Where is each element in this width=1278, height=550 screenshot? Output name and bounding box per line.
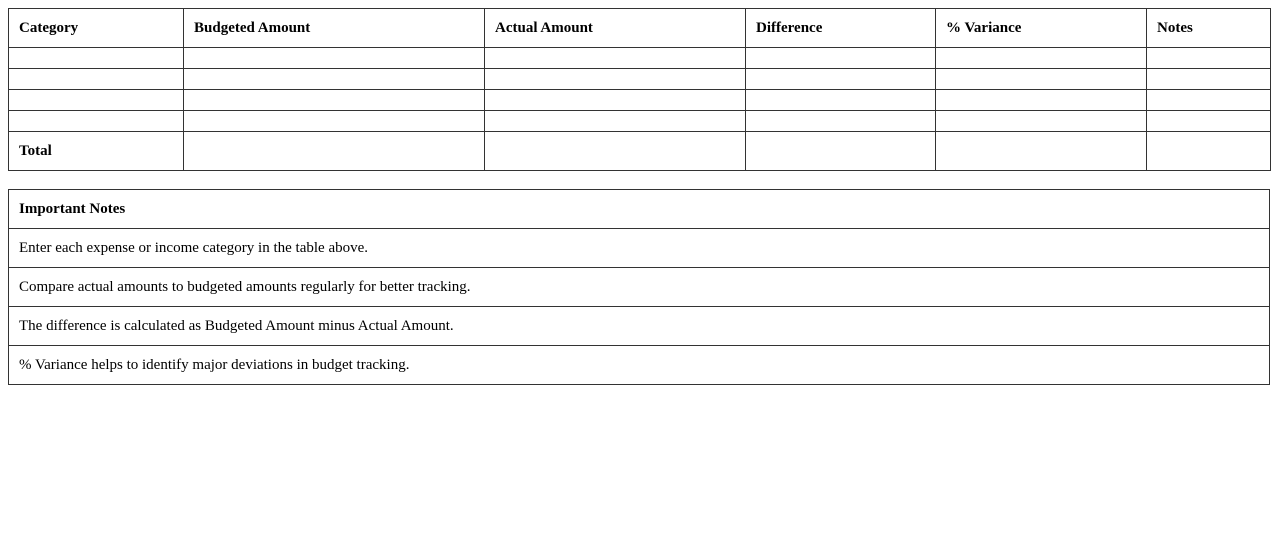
notes-title: Important Notes: [9, 190, 1270, 229]
cell-notes[interactable]: [1147, 48, 1271, 69]
cell-budgeted-amount[interactable]: [184, 69, 485, 90]
total-variance[interactable]: [936, 132, 1147, 171]
cell-notes[interactable]: [1147, 69, 1271, 90]
column-header-notes: Notes: [1147, 9, 1271, 48]
cell-variance[interactable]: [936, 69, 1147, 90]
note-row: [9, 229, 1270, 268]
table-row: [9, 69, 1271, 90]
cell-difference[interactable]: [746, 48, 936, 69]
cell-variance[interactable]: [936, 48, 1147, 69]
table-row: [9, 48, 1271, 69]
cell-budgeted-amount[interactable]: [184, 48, 485, 69]
column-header-variance: % Variance: [936, 9, 1147, 48]
cell-category[interactable]: [9, 90, 184, 111]
cell-variance[interactable]: [936, 90, 1147, 111]
total-actual-amount[interactable]: [485, 132, 746, 171]
note-text: The difference is calculated as Budgeted Amount minus Actual Amount.: [9, 307, 1270, 346]
total-budgeted-amount[interactable]: [184, 132, 485, 171]
cell-difference[interactable]: [746, 69, 936, 90]
table-row: [9, 90, 1271, 111]
column-header-category: Category: [9, 9, 184, 48]
note-text: Enter each expense or income category in the table above.: [9, 229, 1270, 268]
cell-actual-amount[interactable]: [485, 69, 746, 90]
column-header-actual-amount: Actual Amount: [485, 9, 746, 48]
cell-variance[interactable]: [936, 111, 1147, 132]
budget-table: [8, 8, 1271, 171]
total-row: [9, 132, 1271, 171]
cell-difference[interactable]: [746, 111, 936, 132]
cell-actual-amount[interactable]: [485, 48, 746, 69]
cell-difference[interactable]: [746, 90, 936, 111]
cell-actual-amount[interactable]: [485, 111, 746, 132]
cell-actual-amount[interactable]: [485, 90, 746, 111]
header-row: [9, 9, 1271, 48]
cell-notes[interactable]: [1147, 111, 1271, 132]
column-header-budgeted-amount: Budgeted Amount: [184, 9, 485, 48]
note-row: [9, 268, 1270, 307]
note-row: [9, 307, 1270, 346]
note-row: [9, 346, 1270, 385]
cell-category[interactable]: [9, 48, 184, 69]
total-notes[interactable]: [1147, 132, 1271, 171]
cell-budgeted-amount[interactable]: [184, 111, 485, 132]
column-header-difference: Difference: [746, 9, 936, 48]
cell-category[interactable]: [9, 69, 184, 90]
note-text: Compare actual amounts to budgeted amounts regularly for better tracking.: [9, 268, 1270, 307]
important-notes-table: [8, 189, 1270, 385]
cell-category[interactable]: [9, 111, 184, 132]
notes-header-row: [9, 190, 1270, 229]
total-difference[interactable]: [746, 132, 936, 171]
total-label: Total: [9, 132, 184, 171]
note-text: % Variance helps to identify major deviations in budget tracking.: [9, 346, 1270, 385]
cell-budgeted-amount[interactable]: [184, 90, 485, 111]
cell-notes[interactable]: [1147, 90, 1271, 111]
table-row: [9, 111, 1271, 132]
